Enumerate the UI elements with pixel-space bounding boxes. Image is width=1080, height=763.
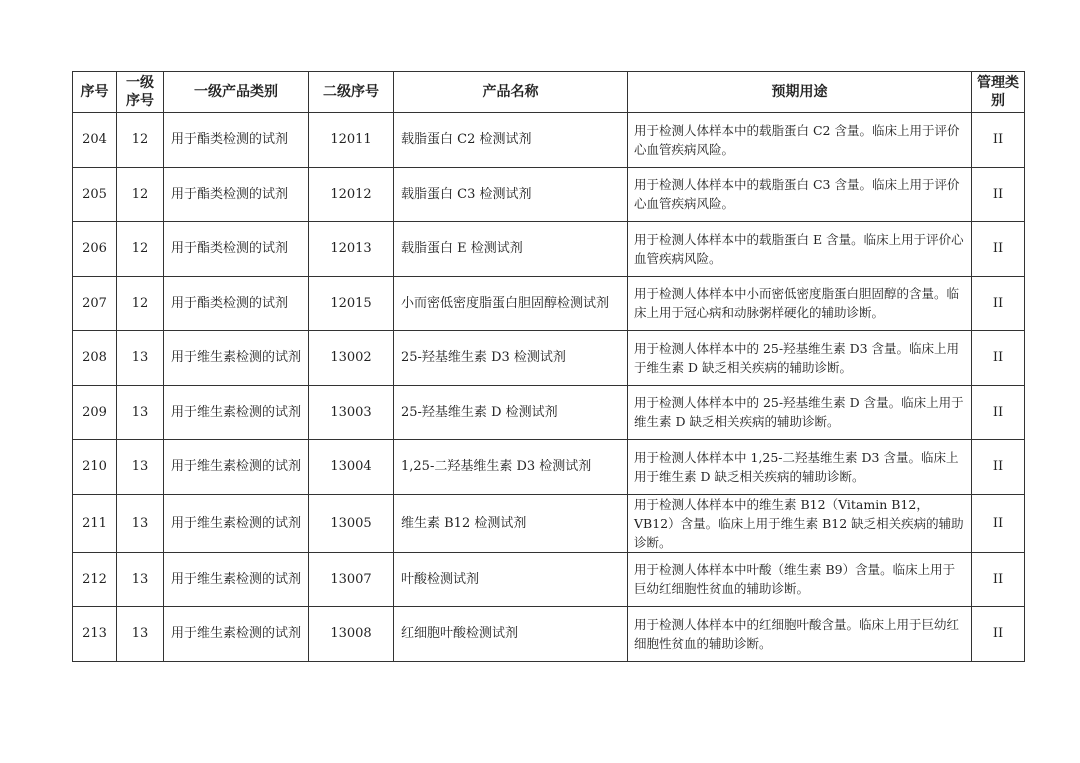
cell-product-name: 红细胞叶酸检测试剂 (394, 607, 628, 662)
cell-level1-category: 用于维生素检测的试剂 (164, 552, 309, 607)
cell-management-class: II (972, 113, 1025, 168)
cell-seq: 205 (73, 167, 117, 222)
cell-seq: 208 (73, 331, 117, 386)
cell-level1-category: 用于维生素检测的试剂 (164, 607, 309, 662)
table-row (73, 331, 1025, 386)
cell-intended-use: 用于检测人体样本中的载脂蛋白 C2 含量。临床上用于评价心血管疾病风险。 (628, 113, 972, 168)
table-row (73, 440, 1025, 495)
cell-level1-category: 用于维生素检测的试剂 (164, 440, 309, 495)
cell-level1-seq: 12 (117, 276, 164, 331)
cell-level1-category: 用于酯类检测的试剂 (164, 276, 309, 331)
cell-management-class: II (972, 331, 1025, 386)
cell-seq: 204 (73, 113, 117, 168)
cell-level2-seq: 12015 (309, 276, 394, 331)
cell-level2-seq: 13007 (309, 552, 394, 607)
cell-intended-use: 用于检测人体样本中的 25-羟基维生素 D 含量。临床上用于维生素 D 缺乏相关疾病的辅助诊断。 (628, 385, 972, 440)
cell-level1-seq: 12 (117, 113, 164, 168)
cell-management-class: II (972, 222, 1025, 277)
table-row (73, 222, 1025, 277)
cell-level2-seq: 12013 (309, 222, 394, 277)
cell-level1-seq: 13 (117, 552, 164, 607)
cell-product-name: 1,25-二羟基维生素 D3 检测试剂 (394, 440, 628, 495)
cell-level2-seq: 13004 (309, 440, 394, 495)
cell-product-name: 叶酸检测试剂 (394, 552, 628, 607)
cell-level2-seq: 13005 (309, 494, 394, 552)
header-product-name: 产品名称 (394, 72, 628, 113)
cell-level1-seq: 13 (117, 385, 164, 440)
cell-product-name: 小而密低密度脂蛋白胆固醇检测试剂 (394, 276, 628, 331)
cell-level1-seq: 12 (117, 167, 164, 222)
cell-seq: 206 (73, 222, 117, 277)
cell-level1-category: 用于维生素检测的试剂 (164, 385, 309, 440)
cell-management-class: II (972, 607, 1025, 662)
cell-level1-seq: 13 (117, 440, 164, 495)
table-row (73, 113, 1025, 168)
cell-seq: 213 (73, 607, 117, 662)
cell-product-name: 载脂蛋白 C3 检测试剂 (394, 167, 628, 222)
cell-level1-seq: 13 (117, 331, 164, 386)
cell-level1-category: 用于酯类检测的试剂 (164, 113, 309, 168)
table-row (73, 276, 1025, 331)
cell-seq: 209 (73, 385, 117, 440)
cell-level1-seq: 13 (117, 607, 164, 662)
cell-level2-seq: 12011 (309, 113, 394, 168)
product-table (72, 71, 1025, 662)
cell-level1-seq: 13 (117, 494, 164, 552)
cell-seq: 210 (73, 440, 117, 495)
cell-product-name: 25-羟基维生素 D 检测试剂 (394, 385, 628, 440)
header-level2-seq: 二级序号 (309, 72, 394, 113)
cell-level2-seq: 13008 (309, 607, 394, 662)
cell-product-name: 维生素 B12 检测试剂 (394, 494, 628, 552)
cell-product-name: 载脂蛋白 E 检测试剂 (394, 222, 628, 277)
cell-management-class: II (972, 552, 1025, 607)
header-intended-use: 预期用途 (628, 72, 972, 113)
cell-management-class: II (972, 276, 1025, 331)
cell-management-class: II (972, 167, 1025, 222)
cell-seq: 207 (73, 276, 117, 331)
cell-management-class: II (972, 385, 1025, 440)
cell-level1-category: 用于维生素检测的试剂 (164, 494, 309, 552)
table-row (73, 607, 1025, 662)
cell-level2-seq: 13002 (309, 331, 394, 386)
cell-seq: 212 (73, 552, 117, 607)
cell-intended-use: 用于检测人体样本中的红细胞叶酸含量。临床上用于巨幼红细胞性贫血的辅助诊断。 (628, 607, 972, 662)
header-level1-seq: 一级序号 (117, 72, 164, 113)
cell-intended-use: 用于检测人体样本中的维生素 B12（Vitamin B12，VB12）含量。临床上用于维生素 B12 缺乏相关疾病的辅助诊断。 (628, 494, 972, 552)
cell-intended-use: 用于检测人体样本中叶酸（维生素 B9）含量。临床上用于巨幼红细胞性贫血的辅助诊断。 (628, 552, 972, 607)
header-seq: 序号 (73, 72, 117, 113)
header-row (73, 72, 1025, 113)
cell-product-name: 载脂蛋白 C2 检测试剂 (394, 113, 628, 168)
cell-intended-use: 用于检测人体样本中的载脂蛋白 C3 含量。临床上用于评价心血管疾病风险。 (628, 167, 972, 222)
header-management-class: 管理类别 (972, 72, 1025, 113)
table-row (73, 167, 1025, 222)
cell-intended-use: 用于检测人体样本中的 25-羟基维生素 D3 含量。临床上用于维生素 D 缺乏相关疾病的辅助诊断。 (628, 331, 972, 386)
cell-level2-seq: 12012 (309, 167, 394, 222)
table-row (73, 494, 1025, 552)
header-level1-category: 一级产品类别 (164, 72, 309, 113)
table-row (73, 552, 1025, 607)
cell-level1-category: 用于维生素检测的试剂 (164, 331, 309, 386)
cell-intended-use: 用于检测人体样本中的载脂蛋白 E 含量。临床上用于评价心血管疾病风险。 (628, 222, 972, 277)
table-row (73, 385, 1025, 440)
cell-level1-category: 用于酯类检测的试剂 (164, 222, 309, 277)
cell-product-name: 25-羟基维生素 D3 检测试剂 (394, 331, 628, 386)
cell-level1-category: 用于酯类检测的试剂 (164, 167, 309, 222)
cell-intended-use: 用于检测人体样本中 1,25-二羟基维生素 D3 含量。临床上用于维生素 D 缺乏相关疾病的辅助诊断。 (628, 440, 972, 495)
cell-seq: 211 (73, 494, 117, 552)
cell-level1-seq: 12 (117, 222, 164, 277)
cell-level2-seq: 13003 (309, 385, 394, 440)
cell-management-class: II (972, 494, 1025, 552)
cell-intended-use: 用于检测人体样本中小而密低密度脂蛋白胆固醇的含量。临床上用于冠心病和动脉粥样硬化的辅助诊断。 (628, 276, 972, 331)
cell-management-class: II (972, 440, 1025, 495)
